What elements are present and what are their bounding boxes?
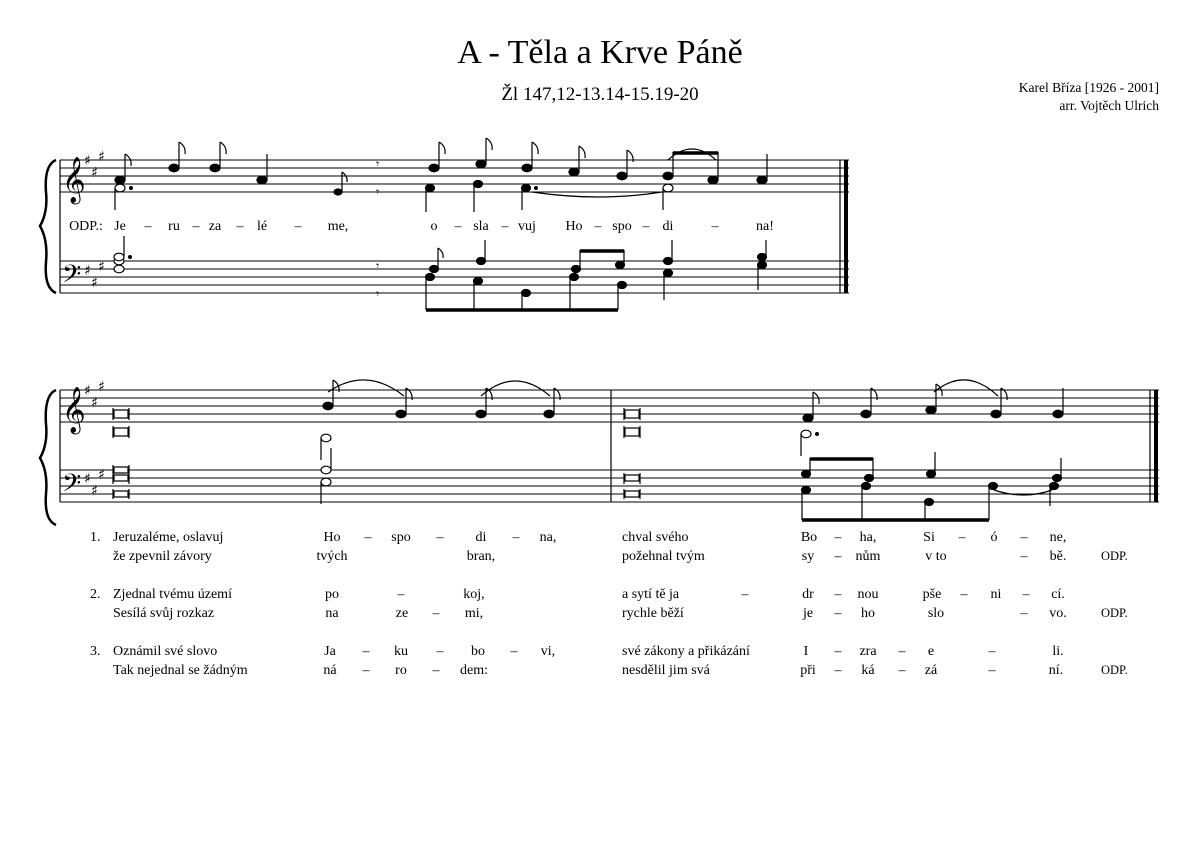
lyric-syllable: Ja bbox=[324, 644, 336, 659]
lyric-syllable: – bbox=[510, 644, 518, 659]
lyric-syllable: – bbox=[988, 644, 996, 659]
lyric-syllable: dem: bbox=[460, 663, 488, 678]
svg-text:♯: ♯ bbox=[84, 383, 91, 399]
verses bbox=[90, 530, 1128, 678]
lyric-syllable: – bbox=[834, 663, 842, 678]
key-signature bbox=[84, 149, 105, 499]
lyric-syllable: na bbox=[325, 606, 339, 621]
lyric-syllable: sla bbox=[473, 219, 489, 234]
lyric-syllable: nesdělil jim svá bbox=[622, 663, 710, 678]
lyric-syllable: v to bbox=[925, 549, 947, 564]
lyric-syllable: po bbox=[325, 587, 339, 602]
lyric-syllable: li. bbox=[1052, 644, 1064, 659]
lyric-syllable: ni bbox=[990, 587, 1002, 602]
bass-line-2 bbox=[113, 448, 1062, 520]
verse-number: 1. bbox=[90, 530, 101, 545]
lyric-syllable: – bbox=[192, 219, 200, 234]
lyric-syllable: ze bbox=[395, 606, 409, 621]
lyric-syllable: – bbox=[362, 644, 370, 659]
lyric-syllable: – bbox=[436, 530, 444, 545]
lyric-syllable: ODP. bbox=[1101, 606, 1128, 620]
lyric-syllable: mi, bbox=[464, 606, 484, 621]
lyric-syllable: – bbox=[236, 219, 244, 234]
soprano-line-2 bbox=[113, 380, 1063, 460]
lyric-syllable: – bbox=[898, 663, 906, 678]
lyric-syllable: ODP. bbox=[1101, 549, 1128, 563]
lyric-syllable: – bbox=[454, 219, 462, 234]
lyric-syllable: di bbox=[662, 219, 674, 234]
lyric-syllable: zra bbox=[859, 644, 877, 659]
lyric-syllable: ó bbox=[990, 530, 998, 545]
svg-text:♯: ♯ bbox=[84, 471, 91, 487]
lyric-syllable: a sytí tě ja bbox=[622, 587, 680, 602]
lyric-syllable: – bbox=[834, 587, 842, 602]
lyric-syllable: – bbox=[1020, 530, 1028, 545]
lyric-syllable: že zpevnil závory bbox=[113, 549, 212, 564]
lyric-syllable: – bbox=[512, 530, 520, 545]
lyric-syllable: – bbox=[594, 219, 602, 234]
lyric-syllable: – bbox=[834, 549, 842, 564]
lyric-syllable: nům bbox=[855, 549, 881, 564]
lyric-syllable: – bbox=[1020, 549, 1028, 564]
lyric-syllable: o bbox=[430, 219, 438, 234]
lyric-syllable: ku bbox=[394, 644, 408, 659]
svg-text:♯: ♯ bbox=[91, 395, 98, 411]
svg-text:♯: ♯ bbox=[91, 483, 98, 499]
lyric-syllable: – bbox=[711, 219, 719, 234]
lyric-syllable: spo bbox=[612, 219, 632, 234]
svg-text:♯: ♯ bbox=[91, 165, 98, 181]
lyric-syllable: Oznámil své slovo bbox=[113, 644, 218, 659]
svg-text:𝄾: 𝄾 bbox=[376, 259, 380, 273]
lyric-syllable: – bbox=[1022, 587, 1030, 602]
lyric-syllable: Bo bbox=[800, 530, 818, 545]
lyric-syllable: ne, bbox=[1049, 530, 1067, 545]
score-title: A - Těla a Krve Páně bbox=[457, 34, 743, 71]
lyric-syllable: cí. bbox=[1051, 587, 1065, 602]
svg-text:♯: ♯ bbox=[84, 263, 91, 279]
lyric-syllable: Ho bbox=[565, 219, 583, 234]
lyric-syllable: – bbox=[501, 219, 509, 234]
svg-text:𝄾: 𝄾 bbox=[376, 287, 380, 301]
lyric-syllable: bo bbox=[471, 644, 485, 659]
system-1 bbox=[40, 160, 849, 293]
lyric-syllable: slo bbox=[927, 606, 945, 621]
lyric-syllable: lé bbox=[256, 219, 268, 234]
lyric-syllable: me, bbox=[327, 219, 349, 234]
lyric-syllable: – bbox=[294, 219, 302, 234]
lyric-syllable: je bbox=[802, 606, 814, 621]
lyric-syllable: – bbox=[362, 663, 370, 678]
lyric-syllable: Je bbox=[114, 219, 126, 234]
verse-number: 2. bbox=[90, 587, 101, 602]
lyric-syllable: na, bbox=[539, 530, 557, 545]
lyric-syllable: – bbox=[436, 644, 444, 659]
lyric-syllable: své zákony a přikázání bbox=[622, 644, 750, 659]
lyric-syllable: chval svého bbox=[622, 530, 689, 545]
lyric-syllable: při bbox=[800, 663, 816, 678]
lyric-syllable: nou bbox=[857, 587, 879, 602]
lyric-syllable: bran, bbox=[466, 549, 496, 564]
lyric-syllable: – bbox=[741, 587, 749, 602]
lyric-syllable: ODP. bbox=[1101, 663, 1128, 677]
bass-line-1 bbox=[114, 236, 767, 310]
lyric-syllable: – bbox=[364, 530, 372, 545]
lyric-syllable: – bbox=[834, 530, 842, 545]
lyric-syllable: I bbox=[803, 644, 809, 659]
lyric-syllable: – bbox=[1020, 606, 1028, 621]
lyric-syllable: ká bbox=[861, 663, 875, 678]
lyric-syllable: ru bbox=[168, 219, 180, 234]
lyric-syllable: pše bbox=[922, 587, 942, 602]
response-lyrics bbox=[69, 219, 774, 234]
svg-text:𝄾: 𝄾 bbox=[376, 185, 380, 199]
lyric-syllable: – bbox=[834, 606, 842, 621]
lyric-syllable: vo. bbox=[1049, 606, 1067, 621]
lyric-syllable: – bbox=[432, 606, 440, 621]
lyric-syllable: Sesílá svůj rozkaz bbox=[113, 606, 215, 621]
lyric-syllable: ro bbox=[395, 663, 407, 678]
lyric-syllable: ODP.: bbox=[69, 219, 103, 234]
lyric-syllable: – bbox=[898, 644, 906, 659]
lyric-syllable: ná bbox=[323, 663, 337, 678]
lyric-syllable: spo bbox=[391, 530, 411, 545]
lyric-syllable: zá bbox=[924, 663, 938, 678]
lyric-syllable: – bbox=[834, 644, 842, 659]
composer: Karel Bříza [1926 - 2001] bbox=[1018, 80, 1159, 95]
lyric-syllable: Si bbox=[923, 530, 935, 545]
svg-text:♯: ♯ bbox=[98, 149, 105, 165]
lyric-syllable: – bbox=[958, 530, 966, 545]
psalm-reference: Žl 147,12-13.14-15.19-20 bbox=[501, 84, 699, 105]
bass-clef-icon: 𝄢 bbox=[62, 260, 82, 295]
lyric-syllable: Ho bbox=[323, 530, 341, 545]
lyric-syllable: za bbox=[208, 219, 222, 234]
treble-clef-icon: 𝄞 bbox=[62, 157, 86, 203]
treble-clef-icon: 𝄞 bbox=[62, 387, 86, 433]
lyric-syllable: – bbox=[642, 219, 650, 234]
lyric-syllable: – bbox=[988, 663, 996, 678]
lyric-syllable: vi, bbox=[540, 644, 556, 659]
svg-text:♯: ♯ bbox=[84, 153, 91, 169]
lyric-syllable: koj, bbox=[463, 587, 485, 602]
lyric-syllable: sy bbox=[801, 549, 815, 564]
lyric-syllable: požehnal tvým bbox=[622, 549, 705, 564]
lyric-syllable: ha, bbox=[859, 530, 877, 545]
lyric-syllable: – bbox=[960, 587, 968, 602]
svg-text:♯: ♯ bbox=[98, 259, 105, 275]
svg-text:♯: ♯ bbox=[98, 379, 105, 395]
lyric-syllable: di bbox=[475, 530, 487, 545]
lyric-syllable: tvých bbox=[316, 549, 348, 564]
lyric-syllable: – bbox=[397, 587, 405, 602]
system-2 bbox=[40, 390, 1159, 525]
lyric-syllable: Jeruzaléme, oslavuj bbox=[113, 530, 224, 545]
bass-clef-icon: 𝄢 bbox=[62, 469, 82, 504]
lyric-syllable: – bbox=[432, 663, 440, 678]
alto-line-1 bbox=[115, 181, 673, 213]
lyric-syllable: – bbox=[144, 219, 152, 234]
lyric-syllable: ho bbox=[861, 606, 875, 621]
lyric-syllable: rychle běží bbox=[622, 606, 684, 621]
lyric-syllable: vuj bbox=[518, 219, 536, 234]
lyric-syllable: e bbox=[927, 644, 935, 659]
lyric-syllable: Zjednal tvému území bbox=[113, 587, 232, 602]
verse-number: 3. bbox=[90, 644, 101, 659]
lyric-syllable: ní. bbox=[1048, 663, 1064, 678]
svg-text:♯: ♯ bbox=[91, 275, 98, 291]
lyric-syllable: Tak nejednal se žádným bbox=[113, 663, 248, 678]
lyric-syllable: dr bbox=[802, 587, 814, 602]
svg-text:𝄾: 𝄾 bbox=[376, 157, 380, 171]
lyric-syllable: na! bbox=[756, 219, 774, 234]
svg-text:♯: ♯ bbox=[98, 467, 105, 483]
arranger: arr. Vojtěch Ulrich bbox=[1059, 98, 1159, 113]
lyric-syllable: bě. bbox=[1049, 549, 1067, 564]
